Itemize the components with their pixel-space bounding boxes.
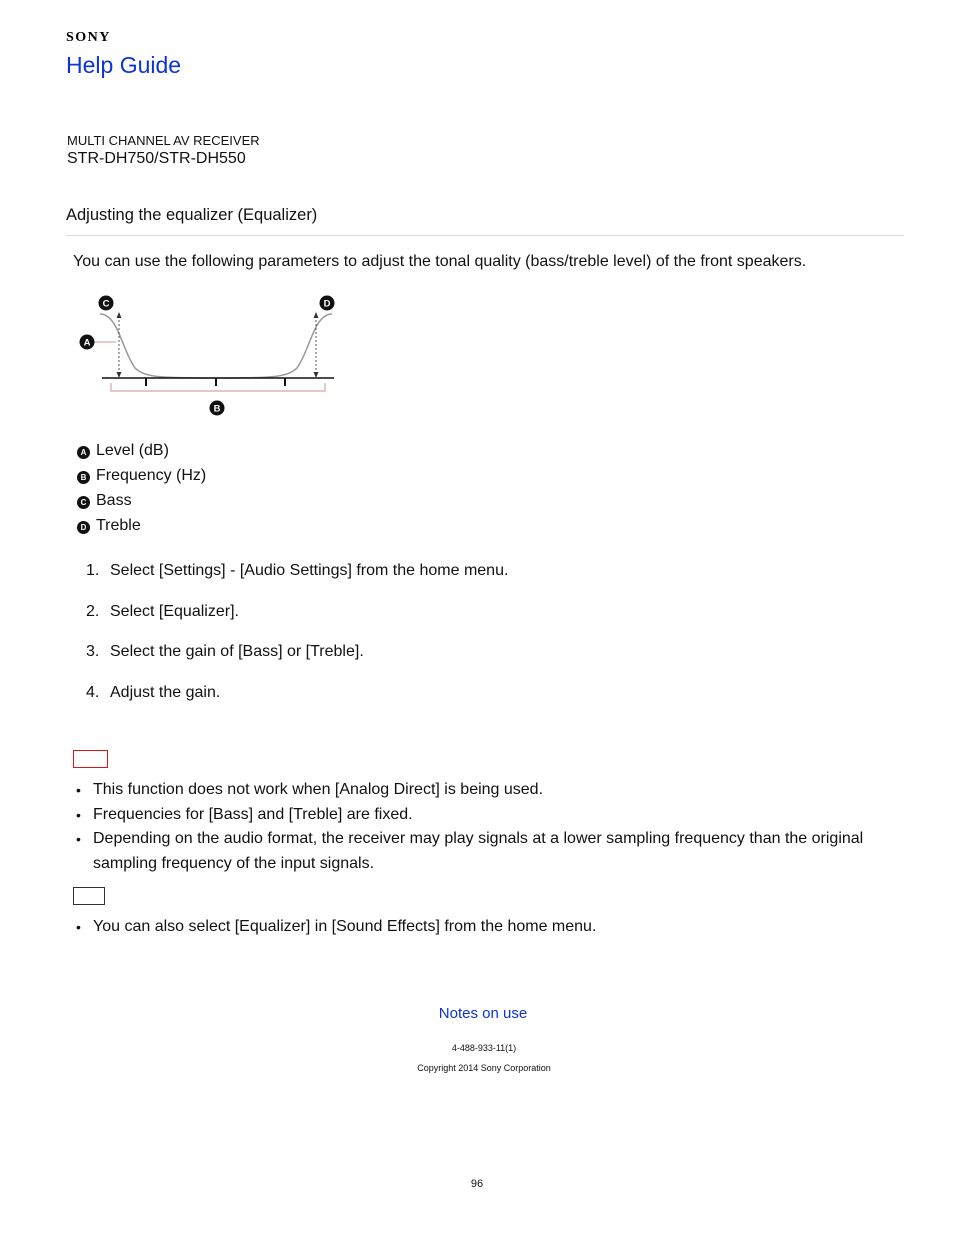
document-number: 4-488-933-11(1): [451, 1043, 517, 1053]
copyright-text: Copyright 2014 Sony Corporation: [417, 1063, 551, 1073]
hint-list: [76, 915, 906, 940]
note-item: • Depending on the audio format, the receiver may play signals at a lower sampling frequency than the original sampling frequency of the input signals.: [76, 827, 906, 876]
callout-a-icon: [80, 335, 95, 350]
step-number: 1.: [86, 562, 100, 579]
step-number: 3.: [86, 643, 100, 660]
step-text: Select [Settings] - [Audio Settings] from the home menu.: [110, 562, 509, 579]
svg-text:A: A: [83, 337, 91, 349]
product-model: STR-DH750/STR-DH550: [67, 150, 246, 167]
page-title: Adjusting the equalizer (Equalizer): [66, 206, 318, 224]
equalizer-curve: [100, 314, 332, 378]
legend-item-level: [77, 438, 206, 463]
callout-d-badge-icon: D: [77, 521, 90, 534]
note-list: [76, 778, 906, 876]
treble-level-arrow: [314, 312, 319, 378]
legend-label: Level (dB): [96, 441, 169, 459]
axis-ticks: [146, 378, 285, 386]
svg-text:D: D: [323, 298, 331, 310]
procedure-steps: [86, 562, 508, 724]
legend-label: Bass: [96, 491, 132, 509]
step-number: 4.: [86, 683, 100, 701]
step-text: Select [Equalizer].: [110, 602, 239, 620]
callout-b-badge-icon: B: [77, 471, 90, 484]
product-category: MULTI CHANNEL AV RECEIVER: [67, 133, 260, 148]
step-number: 2.: [86, 602, 100, 620]
step-item: [86, 684, 508, 725]
hint-item: • You can also select [Equalizer] in [Sound Effects] from the home menu.: [76, 915, 906, 940]
step-text: Adjust the gain.: [110, 683, 221, 701]
step-text: Select the gain of [Bass] or [Treble].: [110, 643, 364, 660]
bass-level-arrow: [117, 312, 122, 378]
callout-d-icon: [320, 296, 335, 311]
notes-on-use-link[interactable]: Notes on use: [438, 1005, 528, 1022]
title-divider: [66, 235, 904, 236]
sony-logo: SONY: [66, 30, 111, 45]
frequency-range-bracket: [111, 383, 325, 391]
step-item: [86, 562, 508, 603]
callout-c-icon: [99, 296, 114, 311]
note-item: • This function does not work when [Analog Direct] is being used.: [76, 778, 906, 803]
svg-text:B: B: [213, 403, 221, 415]
help-guide-title[interactable]: Help Guide: [66, 52, 182, 78]
note-label-box: [73, 750, 108, 768]
step-item: [86, 603, 508, 644]
legend-item-bass: [77, 488, 206, 513]
callout-c-badge-icon: C: [77, 496, 90, 509]
hint-label-box: [73, 887, 105, 905]
legend-item-frequency: [77, 463, 206, 488]
intro-text: You can use the following parameters to adjust the tonal quality (bass/treble level) of the front speakers.: [73, 253, 807, 270]
step-item: [86, 643, 508, 684]
legend-label: Frequency (Hz): [96, 466, 207, 484]
equalizer-diagram: [70, 290, 350, 420]
diagram-legend: [77, 438, 206, 538]
legend-item-treble: [77, 513, 206, 538]
svg-text:C: C: [102, 298, 110, 310]
legend-label: Treble: [96, 516, 141, 534]
callout-b-icon: [210, 401, 225, 416]
callout-a-badge-icon: A: [77, 446, 90, 459]
page-number: 96: [470, 1178, 484, 1190]
note-item: • Frequencies for [Bass] and [Treble] are fixed.: [76, 803, 906, 828]
